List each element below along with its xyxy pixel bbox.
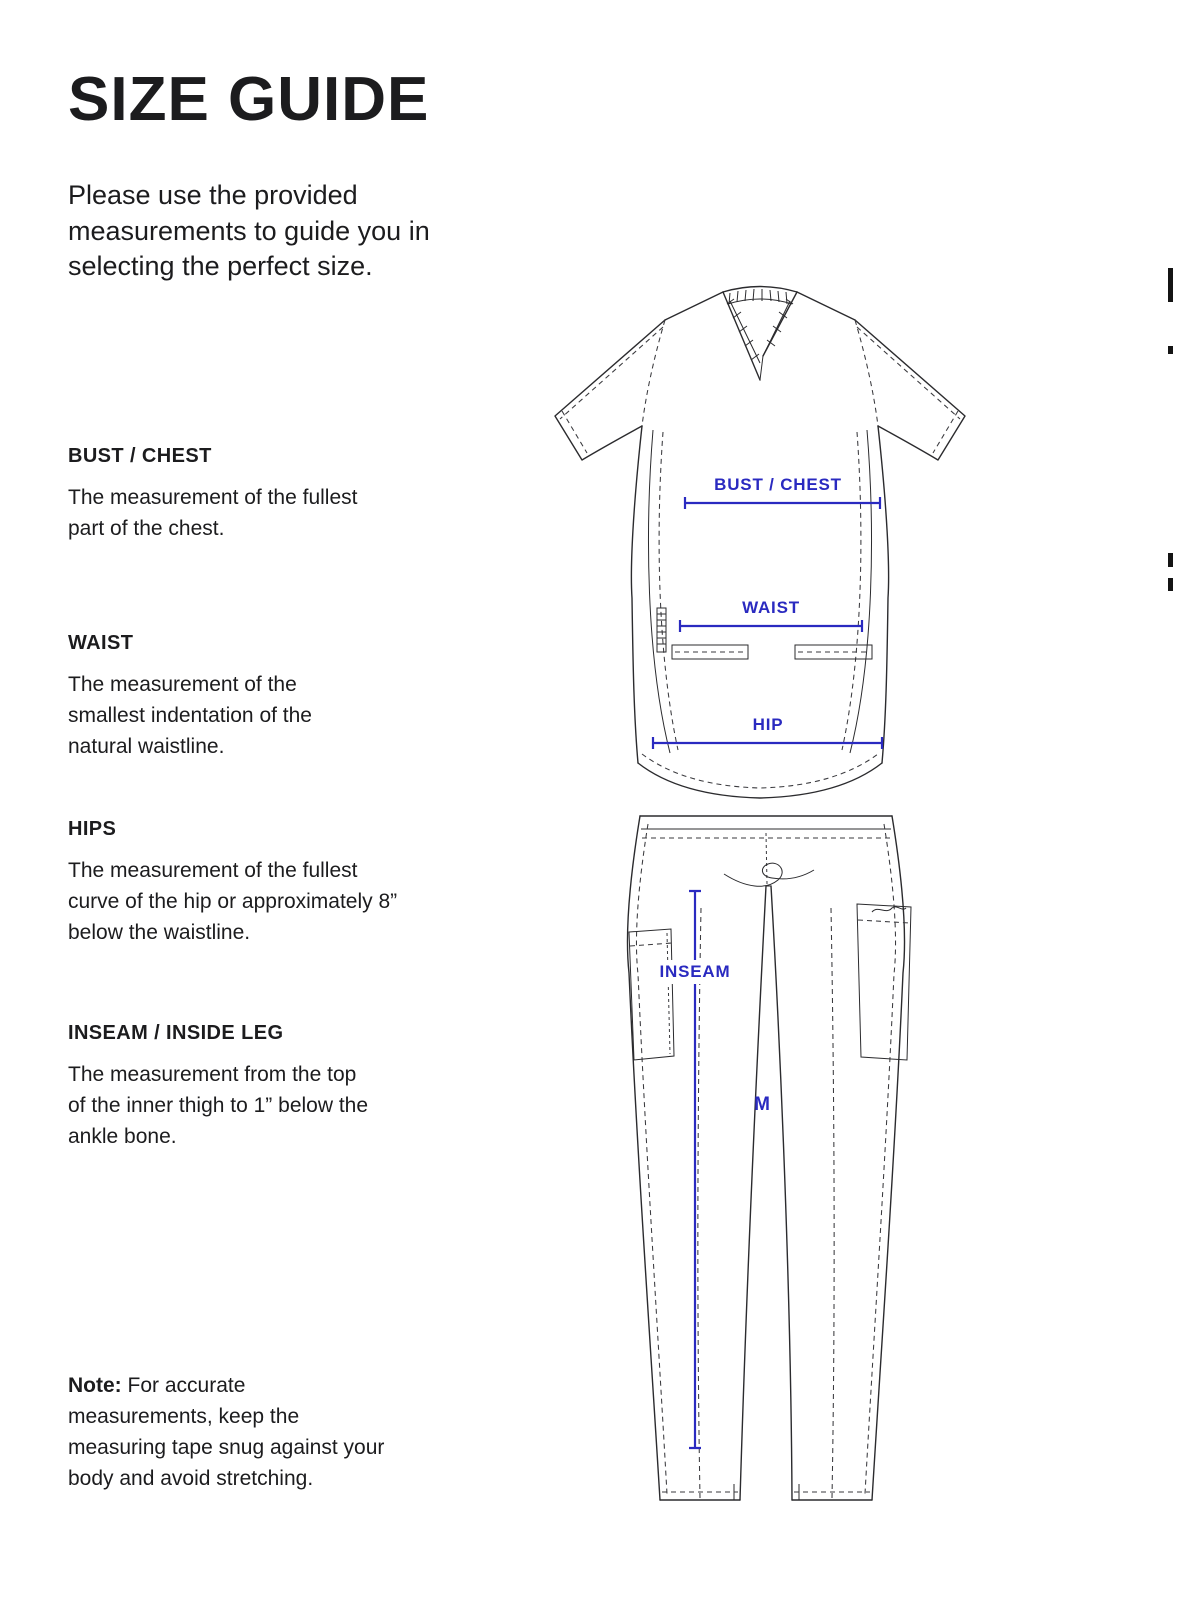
bust-chest-label: BUST / CHEST [714, 475, 842, 494]
section-body: The measurement of the smallest indentation of the natural waistline. [68, 673, 312, 759]
section-bust-chest [68, 445, 358, 544]
right-edge-mark [1168, 578, 1173, 591]
bust-measure-line [685, 497, 880, 509]
right-edge-mark [1168, 346, 1173, 354]
section-body: The measurement of the fullest curve of the hip or approximately 8” below the waistline. [68, 859, 398, 945]
note-text [68, 1370, 388, 1494]
section-heading: HIPS [68, 818, 117, 840]
waist-measure-line [680, 620, 862, 632]
measurement-annotations [650, 475, 882, 1448]
inseam-label: INSEAM [659, 962, 731, 981]
hip-measure-line [653, 737, 882, 749]
intro-text: Please use the provided measurements to guide you in selecting the perfect size. [68, 180, 430, 282]
section-heading: INSEAM / INSIDE LEG [68, 1022, 284, 1044]
garment-measurement-diagram [520, 268, 1000, 1528]
section-body: The measurement of the fullest part of the chest. [68, 486, 358, 541]
section-hips [68, 818, 413, 948]
page-title: SIZE GUIDE [68, 65, 430, 134]
section-inseam [68, 1022, 370, 1152]
size-marker: M [754, 1094, 770, 1115]
right-edge-mark [1168, 553, 1173, 567]
section-heading: WAIST [68, 632, 134, 654]
scrub-pants-sketch [627, 816, 911, 1500]
section-waist [68, 632, 358, 762]
note-body: For accurate measurements, keep the measuring tape snug against your body and avoid stretching. [68, 1374, 385, 1491]
note-label: Note: [68, 1374, 122, 1397]
hip-label: HIP [752, 715, 784, 734]
waist-label: WAIST [742, 598, 800, 617]
section-body: The measurement from the top of the inner thigh to 1” below the ankle bone. [68, 1063, 369, 1149]
section-heading: BUST / CHEST [68, 445, 212, 467]
right-edge-mark [1168, 268, 1173, 302]
